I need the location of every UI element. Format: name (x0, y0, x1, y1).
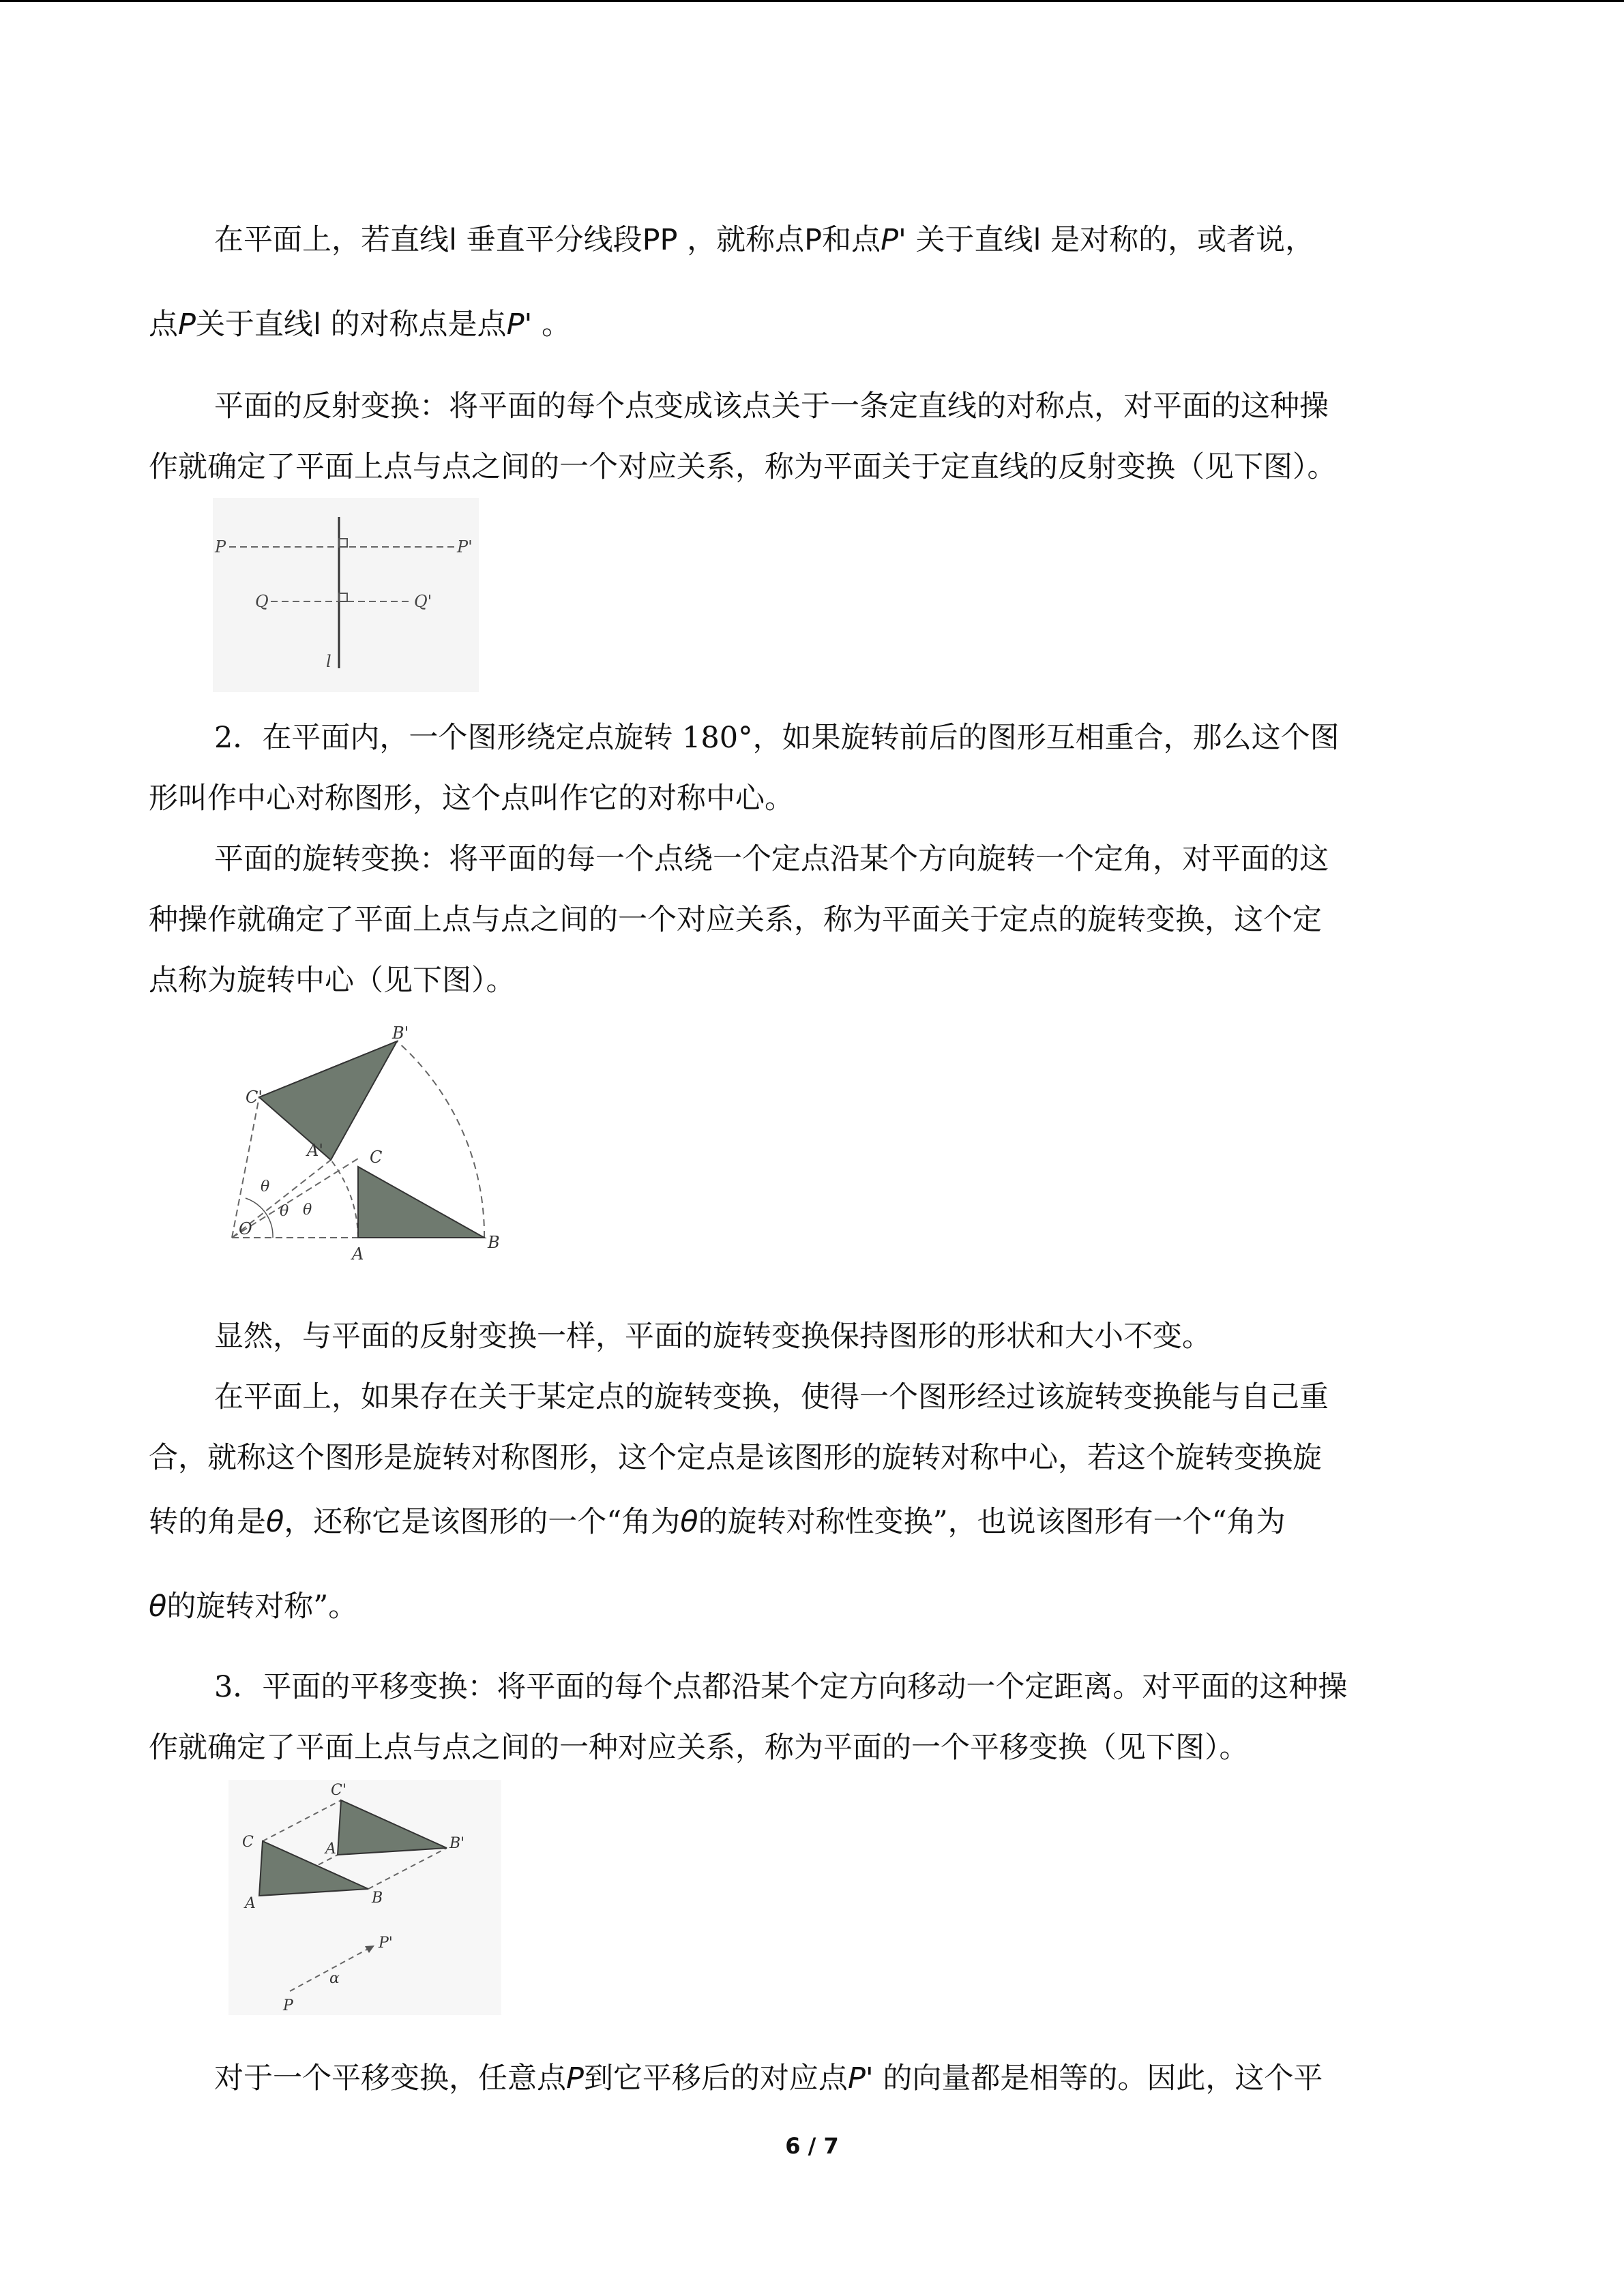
label-P-prime: P' (457, 537, 473, 556)
para-symmetric-definition: 在平面上，若直线l 垂直平分线段PP ，就称点P和点P' 关于直线l 是对称的，或者说， (214, 223, 1315, 257)
top-border (0, 0, 1624, 2)
para-symmetric-point: 点P关于直线l 的对称点是点P' 。 (149, 308, 571, 342)
para-rotational-symmetry-line2: 合，就称这个图形是旋转对称图形，这个定点是该图形的旋转对称中心，若这个旋转变换旋 (149, 1441, 1322, 1475)
label-A: A (352, 1244, 364, 1264)
para-rotational-symmetry-line4: θ的旋转对称”。 (149, 1590, 358, 1624)
para-rotation-line3: 点称为旋转中心（见下图）。 (149, 964, 516, 998)
label-Q-prime: Q' (414, 592, 432, 611)
para-rotational-symmetry-line3: 转的角是θ，还称它是该图形的一个“角为θ的旋转对称性变换”，也说该图形有一个“角为 (149, 1505, 1286, 1539)
para-reflection-line1: 平面的反射变换：将平面的每个点变成该点关于一条定直线的对称点，对平面的这种操 (214, 389, 1329, 423)
para-translation-line2: 作就确定了平面上点与点之间的一种对应关系，称为平面的一个平移变换（见下图）。 (149, 1731, 1249, 1765)
rotation-figure (211, 1026, 512, 1265)
label-P: P (283, 1997, 293, 2014)
label-A: A (245, 1895, 256, 1912)
para-rotation-line1: 平面的旋转变换：将平面的每一个点绕一个定点沿某个方向旋转一个定角，对平面的这 (214, 842, 1329, 876)
label-l: l (326, 652, 331, 671)
label-P-prime: P' (379, 1935, 393, 1952)
label-alpha: α (329, 1970, 340, 1987)
label-C: C (370, 1148, 383, 1167)
label-C: C (242, 1834, 254, 1851)
label-B: B (372, 1890, 383, 1907)
label-P: P (215, 537, 226, 556)
para-rotational-symmetry-line1: 在平面上，如果存在关于某定点的旋转变换，使得一个图形经过该旋转变换能与自己重 (214, 1380, 1329, 1414)
para-translation-line1: 3．平面的平移变换：将平面的每个点都沿某个定方向移动一个定距离。对平面的这种操 (214, 1670, 1348, 1704)
label-Q: Q (255, 592, 269, 611)
label-A-prime: A' (325, 1840, 340, 1858)
para-translation-vector: 对于一个平移变换，任意点P到它平移后的对应点P' 的向量都是相等的。因此，这个平 (214, 2061, 1323, 2096)
label-C-prime: C' (246, 1088, 263, 1107)
label-B-prime: B' (392, 1026, 409, 1043)
label-theta-3: θ (303, 1202, 312, 1219)
label-B: B (488, 1233, 500, 1252)
label-B-prime: B' (449, 1835, 465, 1852)
translation-figure (228, 1780, 501, 2015)
para-central-symmetry-line1: 2．在平面内，一个图形绕定点旋转 180°，如果旋转前后的图形互相重合，那么这个图 (214, 721, 1340, 755)
para-rotation-line2: 种操作就确定了平面上点与点之间的一个对应关系，称为平面关于定点的旋转变换，这个定 (149, 903, 1322, 937)
para-central-symmetry-line2: 形叫作中心对称图形，这个点叫作它的对称中心。 (149, 781, 794, 816)
reflection-figure (213, 498, 479, 692)
label-C-prime: C' (331, 1782, 346, 1799)
para-rotation-preserves: 显然，与平面的反射变换一样，平面的旋转变换保持图形的形状和大小不变。 (214, 1320, 1211, 1354)
page-number: 6 / 7 (785, 2133, 839, 2159)
label-theta-2: θ (280, 1203, 289, 1220)
para-reflection-line2: 作就确定了平面上点与点之间的一个对应关系，称为平面关于定直线的反射变换（见下图）。 (149, 450, 1337, 484)
label-A-prime: A' (307, 1141, 323, 1160)
label-theta-1: θ (261, 1178, 270, 1195)
label-O: O (239, 1219, 252, 1238)
